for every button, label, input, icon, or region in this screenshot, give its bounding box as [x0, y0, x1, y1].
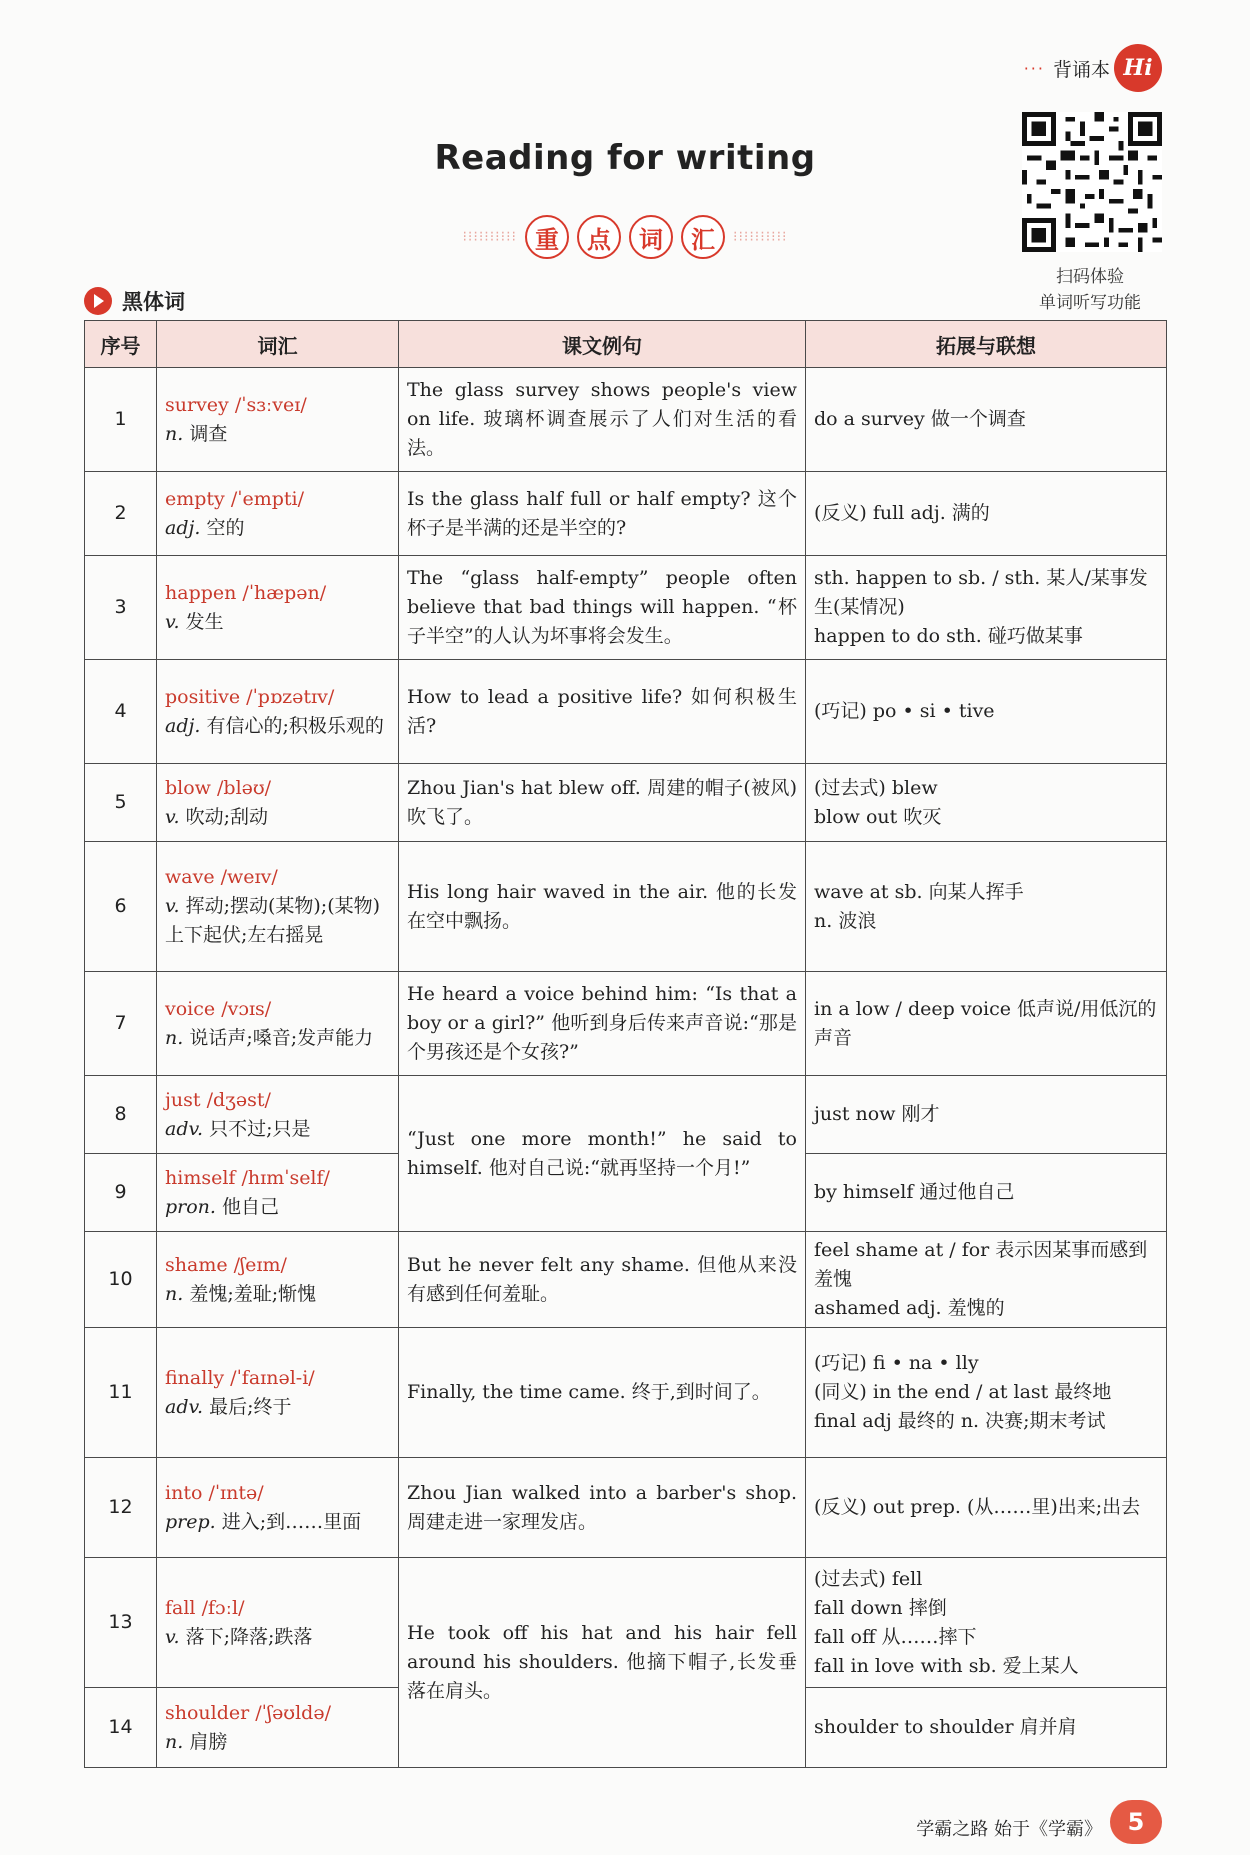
row-number: 10: [85, 1232, 157, 1328]
part-of-speech: v.: [165, 895, 180, 917]
word-cell: [157, 842, 399, 972]
meaning: 羞愧;羞耻;惭愧: [189, 1282, 317, 1305]
example-cell: [399, 1232, 806, 1328]
extension-cell: [806, 472, 1167, 556]
extension-line: final adj 最终的 n. 决赛;期末考试: [814, 1410, 1106, 1432]
extension-line: wave at sb. 向某人挥手: [814, 880, 1024, 903]
meaning: 只不过;只是: [209, 1117, 311, 1140]
vocab-word: voice: [165, 997, 216, 1020]
phonetic: /ˈhæpən/: [242, 581, 327, 604]
part-of-speech: n.: [165, 1026, 184, 1049]
word-cell: [157, 1076, 399, 1154]
word-cell: [157, 660, 399, 764]
part-of-speech: n.: [165, 1730, 184, 1753]
table-row: [85, 556, 1167, 660]
row-number: 3: [85, 556, 157, 660]
meaning: 最后;终于: [209, 1395, 292, 1418]
vocab-word: empty: [165, 487, 225, 510]
example-sentence: The “glass half-empty” people often believe that bad things will happen. “杯子半空”的人认为坏事将会发生。: [407, 567, 797, 647]
dots-decoration: ···: [1023, 59, 1045, 78]
word-cell: [157, 1688, 399, 1768]
example-sentence: Zhou Jian's hat blew off. 周建的帽子(被风)吹飞了。: [407, 776, 797, 828]
extension-cell: [806, 1232, 1167, 1328]
phonetic: /bləʊ/: [217, 776, 272, 799]
extension-line: just now 刚才: [814, 1103, 940, 1125]
section-title-char: 词: [629, 215, 673, 259]
banner-dots-right: ⁝⁝⁝⁝⁝⁝⁝⁝⁝⁝: [733, 229, 788, 245]
part-of-speech: adv.: [165, 1395, 204, 1418]
row-number: 12: [85, 1458, 157, 1558]
example-sentence: But he never felt any shame. 但他从来没有感到任何羞耻。: [407, 1253, 797, 1305]
vocab-word: positive: [165, 685, 241, 708]
vocab-table: [84, 320, 1167, 1768]
vocab-word: shame: [165, 1253, 228, 1276]
example-sentence: He heard a voice behind him: “Is that a boy or a girl?” 他听到身后传来声音说:“那是个男孩还是个女孩?”: [407, 983, 797, 1063]
extension-line: do a survey 做一个调查: [814, 408, 1026, 430]
part-of-speech: n.: [165, 1282, 184, 1305]
example-cell: [399, 368, 806, 472]
phonetic: /ˈpɒzətɪv/: [246, 685, 335, 708]
row-number: 2: [85, 472, 157, 556]
extension-cell: [806, 1328, 1167, 1458]
phonetic: /ˈɪntə/: [208, 1481, 264, 1504]
meaning: 吹动;刮动: [185, 805, 268, 828]
footer-text: 学霸之路 始于《学霸》: [916, 1819, 1102, 1840]
book-tag: [1024, 55, 1110, 82]
brand-logo: Hi: [1114, 44, 1162, 92]
vocab-word: blow: [165, 776, 211, 799]
extension-cell: [806, 1076, 1167, 1154]
page-title: Reading for writing: [434, 138, 816, 178]
row-number: 11: [85, 1328, 157, 1458]
qr-caption-line1: 扫码体验: [1056, 267, 1124, 287]
extension-line: (过去式) blew: [814, 776, 938, 799]
part-of-speech: adv.: [165, 1117, 204, 1140]
word-cell: [157, 1458, 399, 1558]
meaning: 说话声;嗓音;发声能力: [189, 1026, 374, 1049]
extension-line: fall off 从……摔下: [814, 1625, 977, 1648]
extension-line: (反义) out prep. (从……里)出来;出去: [814, 1496, 1141, 1518]
extension-cell: [806, 556, 1167, 660]
phonetic: /ˈempti/: [230, 487, 305, 510]
part-of-speech: pron.: [165, 1195, 216, 1218]
meaning: 有信心的;积极乐观的: [206, 714, 384, 737]
row-number: 8: [85, 1076, 157, 1154]
subhead: [84, 286, 185, 316]
col-header-word: 词汇: [157, 321, 399, 368]
vocab-word: finally: [165, 1366, 225, 1389]
phonetic: /fɔːl/: [201, 1596, 245, 1619]
word-cell: [157, 764, 399, 842]
meaning: 落下;降落;跌落: [185, 1625, 313, 1648]
example-cell: [399, 556, 806, 660]
meaning: 发生: [185, 610, 224, 633]
word-cell: [157, 472, 399, 556]
part-of-speech: prep.: [165, 1510, 216, 1533]
col-header-extension: 拓展与联想: [806, 321, 1167, 368]
part-of-speech: adj.: [165, 714, 201, 737]
phonetic: /weɪv/: [220, 866, 278, 888]
col-header-num: 序号: [85, 321, 157, 368]
extension-line: happen to do sth. 碰巧做某事: [814, 625, 1083, 647]
vocab-word: just: [165, 1088, 201, 1111]
extension-line: by himself 通过他自己: [814, 1181, 1015, 1203]
phonetic: /ˈsɜːveɪ/: [234, 393, 307, 416]
col-header-example: 课文例句: [399, 321, 806, 368]
extension-line: (过去式) fell: [814, 1567, 923, 1590]
extension-cell: [806, 1688, 1167, 1768]
banner-dots-left: ⁝⁝⁝⁝⁝⁝⁝⁝⁝⁝: [462, 229, 517, 245]
subhead-label: 黑体词: [122, 290, 185, 314]
section-title-char: 重: [525, 215, 569, 259]
book-tag-label: 背诵本: [1052, 59, 1110, 81]
example-cell: [399, 1458, 806, 1558]
table-row: [85, 472, 1167, 556]
row-number: 6: [85, 842, 157, 972]
example-sentence: His long hair waved in the air. 他的长发在空中飘扬。: [407, 880, 797, 932]
row-number: 4: [85, 660, 157, 764]
example-cell: [399, 972, 806, 1076]
example-sentence: Finally, the time came. 终于,到时间了。: [407, 1381, 771, 1403]
word-cell: [157, 1232, 399, 1328]
extension-cell: [806, 368, 1167, 472]
vocab-word: happen: [165, 581, 237, 604]
table-row: [85, 1232, 1167, 1328]
table-body: [85, 368, 1167, 1768]
table-row: [85, 764, 1167, 842]
table-row: [85, 1458, 1167, 1558]
table-row: [85, 1328, 1167, 1458]
example-cell: [399, 1328, 806, 1458]
part-of-speech: v.: [165, 805, 180, 828]
part-of-speech: n.: [165, 422, 184, 445]
phonetic: /ˈʃəʊldə/: [255, 1701, 331, 1724]
extension-line: fall in love with sb. 爱上某人: [814, 1654, 1079, 1677]
section-title-char: 点: [577, 215, 621, 259]
meaning: 他自己: [222, 1195, 280, 1218]
play-arrow-icon: [84, 287, 112, 315]
extension-cell: [806, 972, 1167, 1076]
table-row: [85, 660, 1167, 764]
extension-cell: [806, 764, 1167, 842]
table-row: [85, 1076, 1167, 1154]
section-banner: [440, 212, 810, 262]
extension-line: (巧记) po • si • tive: [814, 700, 995, 722]
example-sentence: Is the glass half full or half empty? 这个杯子是半满的还是半空的?: [407, 487, 797, 539]
extension-cell: [806, 842, 1167, 972]
vocab-word: himself: [165, 1166, 236, 1189]
word-cell: [157, 556, 399, 660]
example-sentence: How to lead a positive life? 如何积极生活?: [407, 685, 797, 737]
part-of-speech: v.: [165, 1625, 180, 1648]
example-cell: [399, 472, 806, 556]
example-cell: [399, 660, 806, 764]
row-number: 1: [85, 368, 157, 472]
vocab-word: wave: [165, 866, 215, 888]
extension-line: (反义) full adj. 满的: [814, 502, 990, 524]
extension-line: in a low / deep voice 低声说/用低沉的声音: [814, 997, 1157, 1049]
vocab-word: survey: [165, 393, 229, 416]
example-sentence: The glass survey shows people's view on life. 玻璃杯调查展示了人们对生活的看法。: [407, 379, 797, 459]
extension-line: fall down 摔倒: [814, 1596, 947, 1619]
qr-code-icon[interactable]: [1022, 112, 1162, 252]
vocab-word: shoulder: [165, 1701, 250, 1724]
qr-caption-line2: 单词听写功能: [1039, 293, 1141, 313]
phonetic: /hɪmˈself/: [241, 1166, 330, 1189]
row-number: 14: [85, 1688, 157, 1768]
section-title-char: 汇: [681, 215, 725, 259]
row-number: 5: [85, 764, 157, 842]
extension-line: sth. happen to sb. / sth. 某人/某事发生(某情况): [814, 567, 1148, 618]
extension-line: feel shame at / for 表示因某事而感到羞愧: [814, 1239, 1148, 1290]
example-sentence: Zhou Jian walked into a barber's shop. 周建走进一家理发店。: [407, 1481, 797, 1533]
extension-line: blow out 吹灭: [814, 805, 942, 828]
example-cell: [399, 764, 806, 842]
row-number: 13: [85, 1558, 157, 1688]
example-sentence: “Just one more month!” he said to himself. 他对自己说:“就再坚持一个月!”: [407, 1127, 797, 1179]
word-cell: [157, 368, 399, 472]
extension-line: ashamed adj. 羞愧的: [814, 1297, 1005, 1319]
example-cell: [399, 1076, 806, 1232]
meaning: 肩膀: [189, 1730, 228, 1753]
part-of-speech: v.: [165, 610, 180, 633]
extension-line: n. 波浪: [814, 909, 877, 932]
extension-line: (同义) in the end / at last 最终地: [814, 1381, 1112, 1403]
vocab-word: into: [165, 1481, 203, 1504]
phonetic: /dʒəst/: [206, 1088, 271, 1111]
extension-line: shoulder to shoulder 肩并肩: [814, 1716, 1077, 1738]
meaning: 空的: [206, 516, 245, 539]
extension-line: (巧记) fi • na • lly: [814, 1352, 979, 1374]
extension-cell: [806, 1458, 1167, 1558]
table-row: [85, 368, 1167, 472]
extension-cell: [806, 1558, 1167, 1688]
meaning: 挥动;摆动(某物);(某物)上下起伏;左右摇晃: [165, 895, 381, 946]
row-number: 7: [85, 972, 157, 1076]
word-cell: [157, 1328, 399, 1458]
word-cell: [157, 1558, 399, 1688]
example-sentence: He took off his hat and his hair fell around his shoulders. 他摘下帽子,长发垂落在肩头。: [407, 1622, 797, 1702]
meaning: 调查: [189, 422, 228, 445]
phonetic: /ʃeɪm/: [233, 1253, 287, 1276]
word-cell: [157, 972, 399, 1076]
phonetic: /vɔɪs/: [221, 997, 272, 1020]
meaning: 进入;到……里面: [221, 1510, 362, 1533]
example-cell: [399, 1558, 806, 1768]
table-row: [85, 842, 1167, 972]
table-row: [85, 1558, 1167, 1688]
example-cell: [399, 842, 806, 972]
extension-cell: [806, 660, 1167, 764]
phonetic: /ˈfaɪnəl-i/: [230, 1366, 315, 1389]
extension-cell: [806, 1154, 1167, 1232]
table-row: [85, 972, 1167, 1076]
vocab-word: fall: [165, 1596, 196, 1619]
word-cell: [157, 1154, 399, 1232]
part-of-speech: adj.: [165, 516, 201, 539]
table-header-row: [85, 321, 1167, 368]
page-number: 5: [1110, 1800, 1162, 1844]
row-number: 9: [85, 1154, 157, 1232]
